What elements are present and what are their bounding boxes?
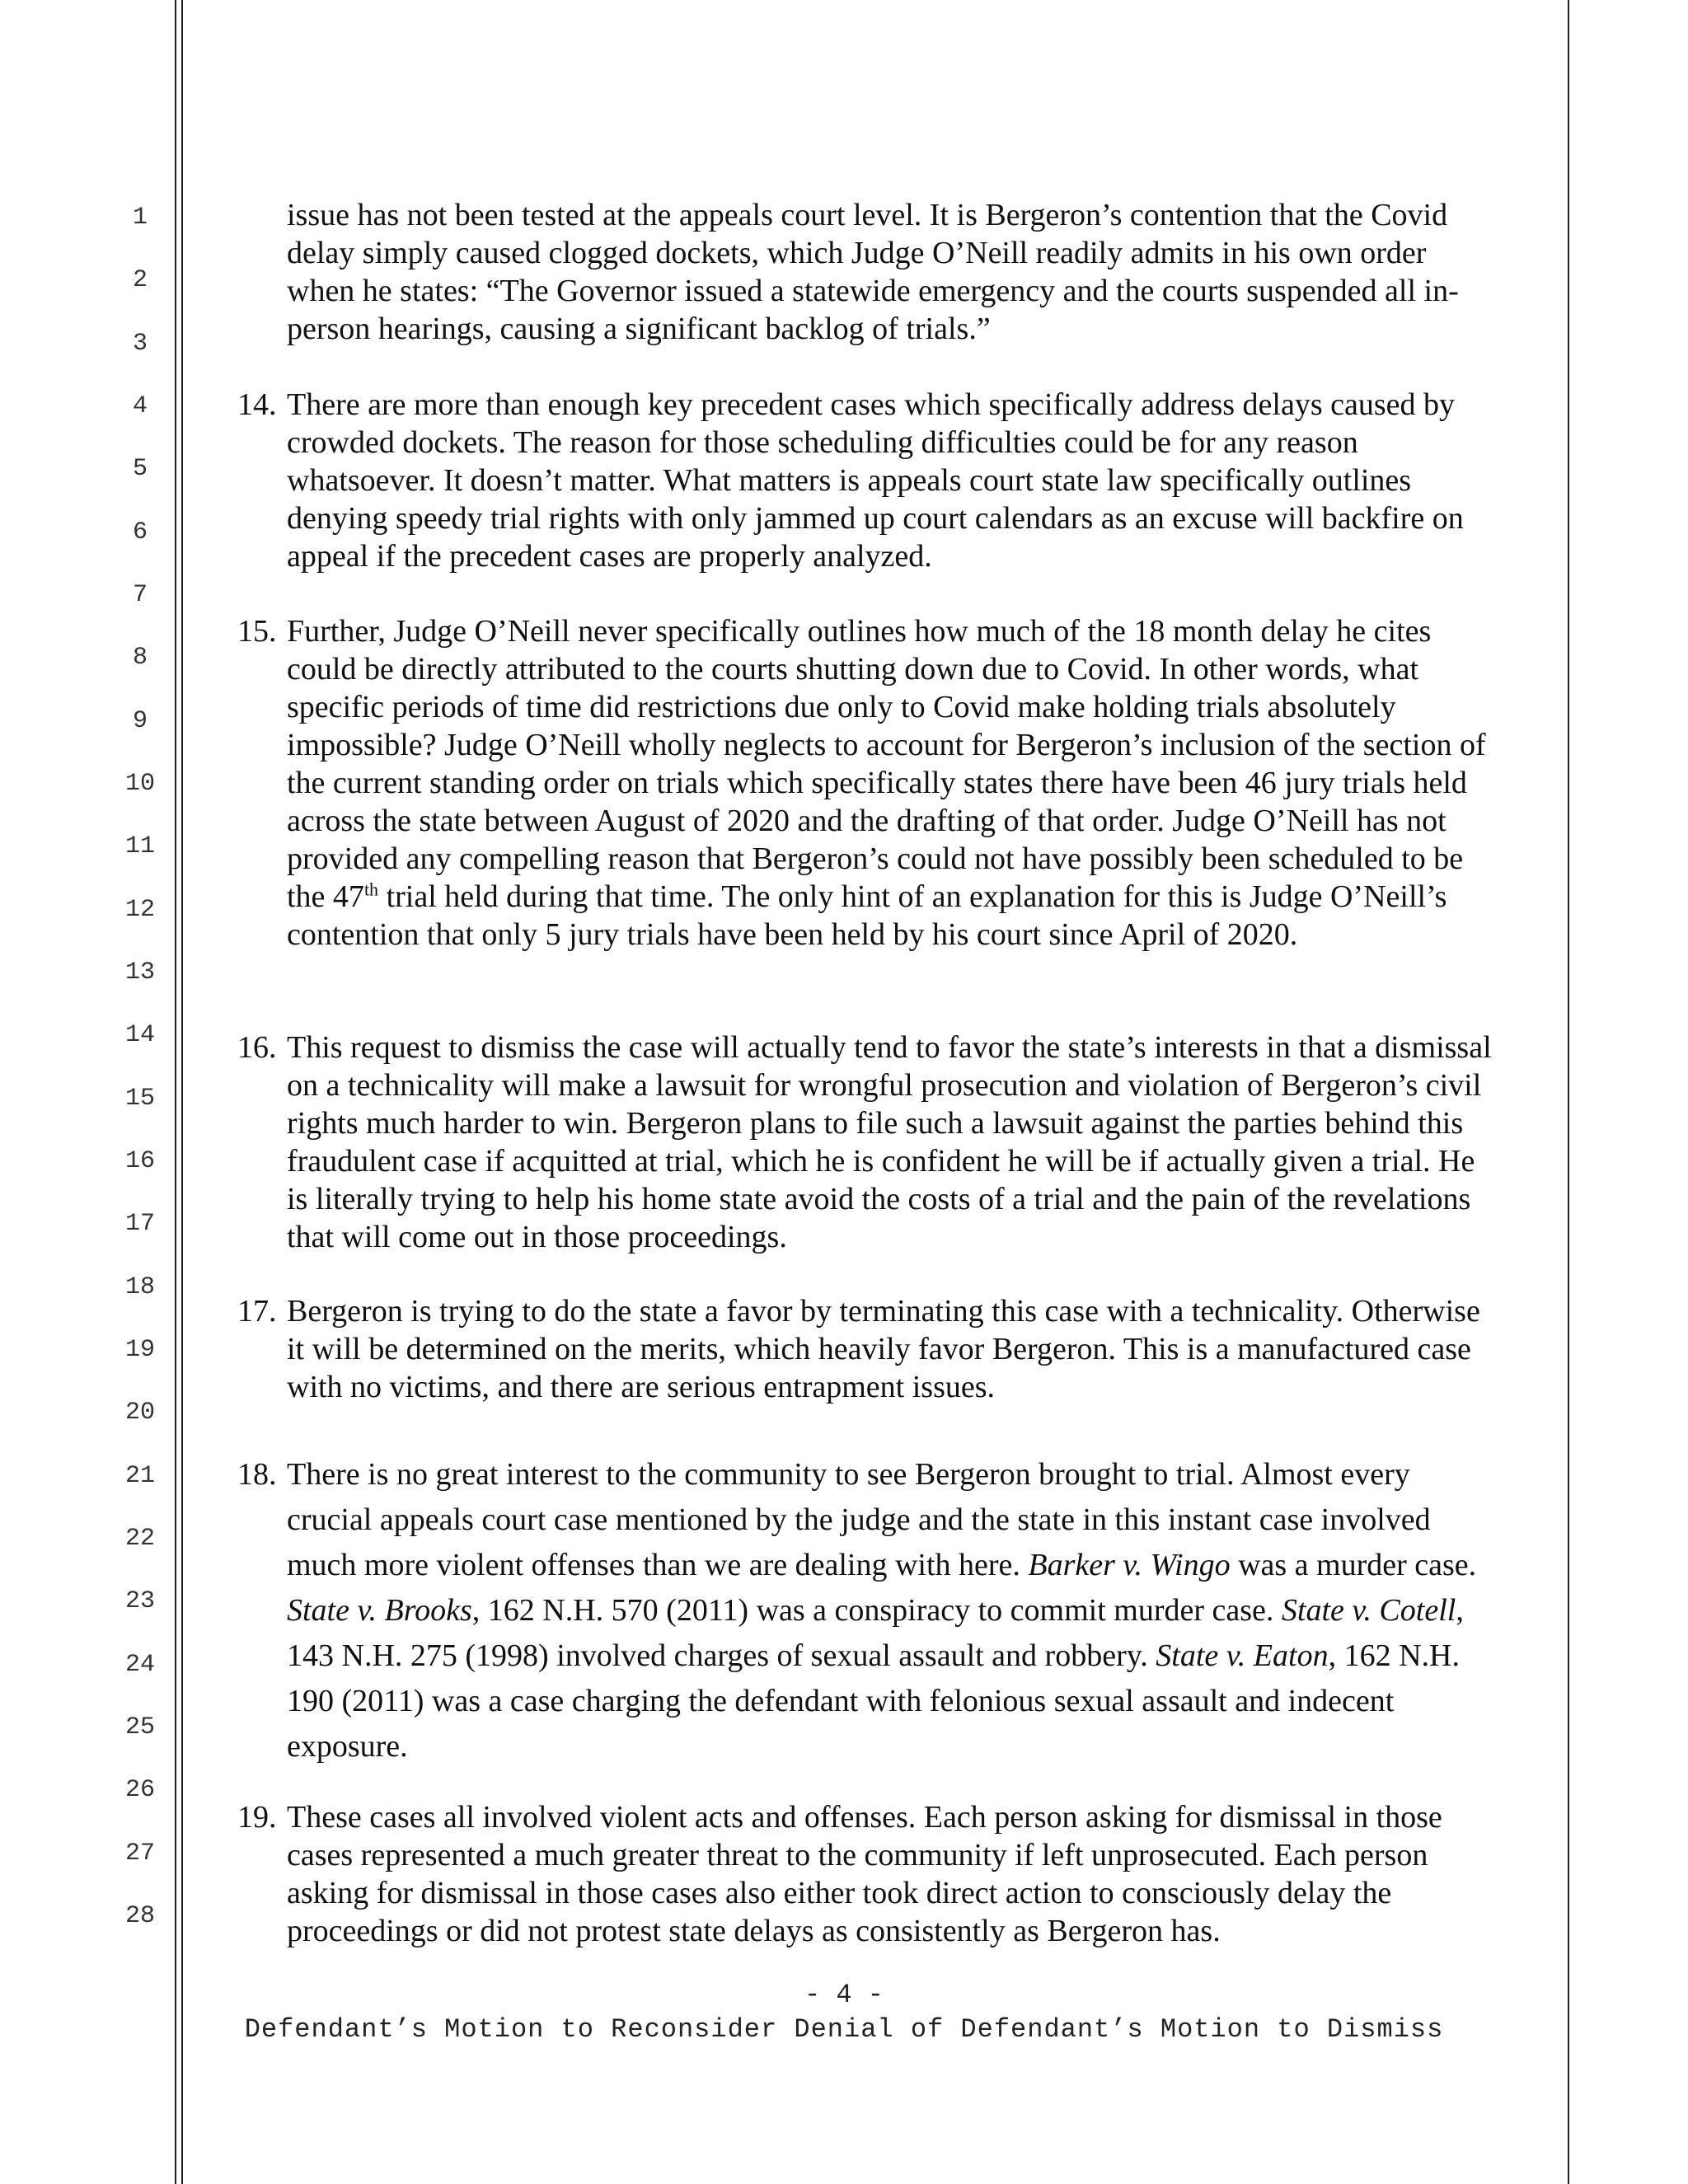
paragraph-text: These cases all involved violent acts and offenses. Each person asking for dismissal in those cases represented a much greater threat to the community if left unprosecuted. Each person asking for dismissal in those cases also either took direct action to consciously delay the proceedings or did not protest state delays as consistently as Bergeron has. bbox=[287, 1800, 1442, 1948]
line-number: 7 bbox=[132, 581, 148, 609]
paragraph-text: There are more than enough key precedent cases which specifically address delays caused by crowded dockets. The reason for those scheduling difficulties could be for any reason whatsoever. It doesn’t matter. What matters is appeals court state law specifically outlines denying speedy trial rights with only jammed up court calendars as an excuse will backfire on appeal if the precedent cases are properly analyzed. bbox=[287, 387, 1464, 574]
line-number: 18 bbox=[124, 1273, 155, 1301]
line-number: 23 bbox=[124, 1587, 155, 1615]
paragraph-number: 18. bbox=[237, 1457, 277, 1492]
text-run: , 162 N.H. 190 (2011) was a case charging the defendant with felonious sexual assault and indecent exposure. bbox=[287, 1638, 1460, 1764]
line-number: 19 bbox=[124, 1336, 155, 1364]
line-number: 28 bbox=[124, 1902, 155, 1930]
right-margin-rule bbox=[1568, 0, 1569, 2184]
paragraph-18 bbox=[231, 1452, 1500, 1769]
line-number: 27 bbox=[124, 1840, 155, 1868]
line-number: 15 bbox=[124, 1085, 155, 1113]
paragraph-15 bbox=[231, 612, 1500, 954]
paragraph-text bbox=[231, 1452, 1500, 1769]
case-citation: State v. Brooks bbox=[287, 1593, 472, 1628]
line-number: 20 bbox=[124, 1399, 155, 1427]
footer-document-title: Defendant’s Motion to Reconsider Denial of Defendant’s Motion to Dismiss bbox=[244, 2014, 1444, 2045]
ordinal-superscript: th bbox=[363, 879, 379, 900]
paragraph-number: 19. bbox=[237, 1800, 277, 1835]
case-citation: State v. Eaton bbox=[1156, 1638, 1329, 1673]
line-number: 26 bbox=[124, 1776, 155, 1804]
paragraph-text bbox=[231, 612, 1500, 954]
line-number: 2 bbox=[132, 266, 148, 294]
line-number: 9 bbox=[132, 707, 148, 735]
line-number: 13 bbox=[124, 958, 155, 987]
line-number: 21 bbox=[124, 1462, 155, 1490]
paragraph-13-continued bbox=[231, 196, 1500, 348]
line-number: 12 bbox=[124, 896, 155, 924]
line-number: 25 bbox=[124, 1713, 155, 1741]
line-number: 6 bbox=[132, 518, 148, 546]
paragraph-text: Bergeron is trying to do the state a favor by terminating this case with a technicality. Otherwise it will be determined on the merits, which heavily favor Bergeron. This is a manufactured case with no victims, and there are serious entrapment issues. bbox=[287, 1294, 1480, 1404]
line-number: 4 bbox=[132, 392, 148, 420]
text-run: , 162 N.H. 570 (2011) was a conspiracy to commit murder case. bbox=[471, 1593, 1282, 1628]
line-number: 22 bbox=[124, 1525, 155, 1553]
line-number: 1 bbox=[132, 204, 148, 232]
line-number: 11 bbox=[124, 832, 155, 860]
text-run: was a murder case. bbox=[1230, 1548, 1477, 1582]
paragraph-number: 16. bbox=[237, 1030, 277, 1065]
paragraph-text: This request to dismiss the case will actually tend to favor the state’s interests in that a dismissal on a technicality will make a lawsuit for wrongful prosecution and violation of Bergeron’s civil rights much harder to win. Bergeron plans to file such a lawsuit against the parties behind this fraudulent case if acquitted at trial, which he is confident he will be if actually given a trial. He is literally trying to help his home state avoid the costs of a trial and the pain of the revelations that will come out in those proceedings. bbox=[287, 1030, 1492, 1254]
paragraph-text: issue has not been tested at the appeals court level. It is Bergeron’s contention that the Covid delay simply caused clogged dockets, which Judge O’Neill readily admits in his own order when he states: “The Governor issued a statewide emergency and the courts suspended all in-person hearings, causing a significant backlog of trials.” bbox=[287, 198, 1459, 346]
line-number: 14 bbox=[124, 1021, 155, 1049]
text-run: , 143 N.H. 275 (1998) involved charges of sexual assault and robbery. bbox=[287, 1593, 1464, 1673]
text-run: Further, Judge O’Neill never specifically outlines how much of the 18 month delay he cites could be directly attributed to the courts shutting down due to Covid. In other words, what specific periods of time did restrictions due only to Covid make holding trials absolutely impossible? Judge O’Neill wholly neglects to account for Bergeron’s inclusion of the section of the current standing order on trials which specifically states there have been 46 jury trials held across the state between August of 2020 and the drafting of that order. Judge O’Neill has not provided any compelling reason that Bergeron’s could not have possibly been scheduled to be the 47 bbox=[287, 614, 1486, 914]
paragraph-number: 15. bbox=[237, 614, 277, 649]
text-run: There is no great interest to the community to see Bergeron brought to trial. Almost every crucial appeals court case mentioned by the judge and the state in this instant case involved much more violent offenses than we are dealing with here. bbox=[287, 1457, 1431, 1582]
paragraph-14 bbox=[231, 386, 1500, 575]
line-number: 10 bbox=[124, 770, 155, 798]
line-number: 24 bbox=[124, 1651, 155, 1679]
text-run: trial held during that time. The only hint of an explanation for this is Judge O’Neill’s contention that only 5 jury trials have been held by his court since April of 2020. bbox=[287, 879, 1447, 952]
left-margin-rule-inner bbox=[181, 0, 183, 2184]
line-number: 3 bbox=[132, 330, 148, 358]
line-number: 16 bbox=[124, 1147, 155, 1175]
case-citation: Barker v. Wingo bbox=[1028, 1548, 1231, 1582]
paragraph-number: 17. bbox=[237, 1294, 277, 1329]
paragraph-19 bbox=[231, 1798, 1500, 1950]
paragraph-16 bbox=[231, 1029, 1500, 1256]
paragraph-number: 14. bbox=[237, 387, 277, 422]
page-number: - 4 - bbox=[804, 1980, 884, 2010]
line-number: 5 bbox=[132, 455, 148, 483]
case-citation: State v. Cotell bbox=[1281, 1593, 1456, 1628]
paragraph-17 bbox=[231, 1292, 1500, 1406]
line-number: 17 bbox=[124, 1210, 155, 1238]
line-number: 8 bbox=[132, 644, 148, 672]
